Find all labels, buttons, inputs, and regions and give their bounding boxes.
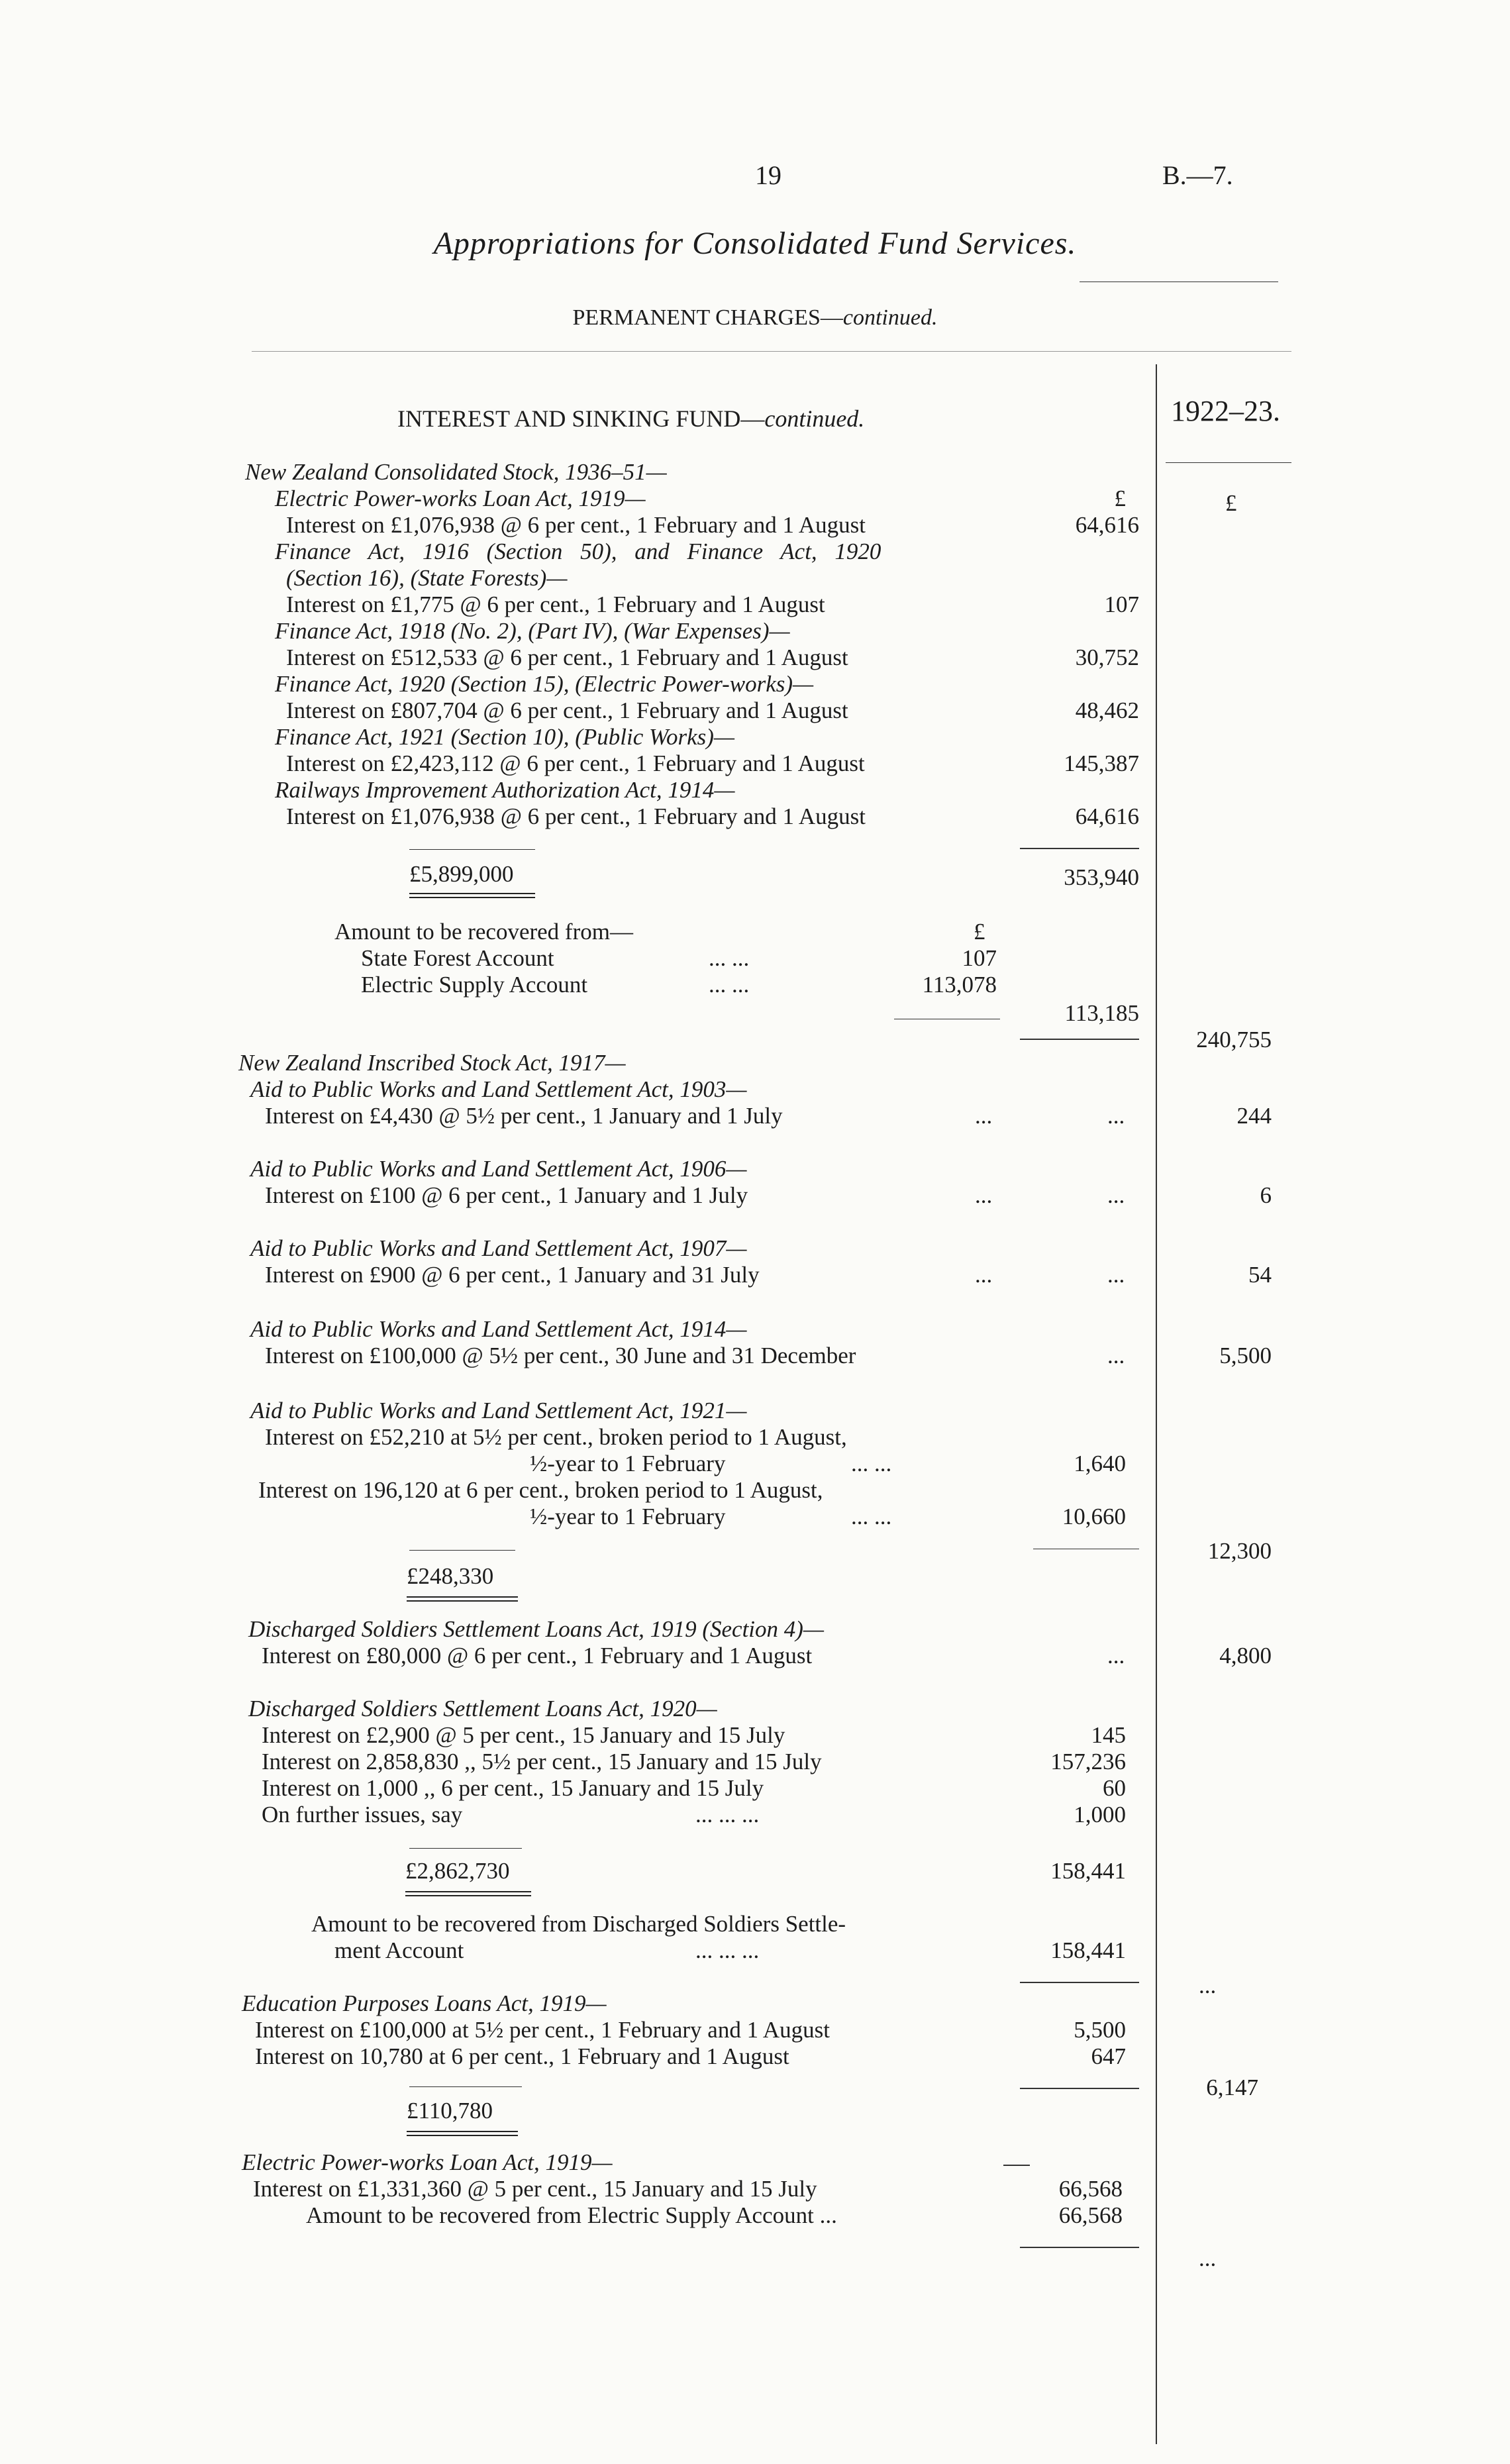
electric-row-2: Amount to be recovered from Electric Supply Account ... xyxy=(306,2202,837,2228)
nzcs-act-4: Finance Act, 1920 (Section 15), (Electric Power-works)— xyxy=(275,671,814,697)
nzis-act-1921: Aid to Public Works and Land Settlement Act, 1921— xyxy=(250,1398,747,1423)
dssl1920-net: ... xyxy=(1199,1973,1217,1998)
nzis-total-1921: 12,300 xyxy=(1207,1538,1272,1564)
net-rule xyxy=(1020,1039,1139,1040)
electric-net: ... xyxy=(1199,2245,1217,2271)
nzis-interest-1903: Interest on £4,430 @ 5½ per cent., 1 January and 1 July xyxy=(265,1103,783,1129)
dssl1919-act: Discharged Soldiers Settlement Loans Act, 1919 (Section 4)— xyxy=(248,1616,825,1642)
nzcs-value-3: 30,752 xyxy=(1075,644,1139,670)
nzcs-recover-label: Amount to be recovered from— xyxy=(334,919,633,945)
pound-sign-year: £ xyxy=(1225,490,1237,516)
dssl1920-row-3: Interest on 1,000 ,, 6 per cent., 15 January and 15 July xyxy=(262,1775,764,1801)
document-reference: B.—7. xyxy=(1162,160,1233,190)
dssl1919-interest: Interest on £80,000 @ 6 per cent., 1 February and 1 August xyxy=(262,1643,813,1668)
dssl1920-recover-line-2: ment Account xyxy=(334,1937,464,1963)
dssl1920-recover-dots: ... ... ... xyxy=(695,1937,760,1963)
dssl1920-net-rule xyxy=(1020,1982,1139,1983)
electric-act: Electric Power-works Loan Act, 1919— xyxy=(242,2149,613,2175)
electric-value-2: 66,568 xyxy=(1058,2202,1123,2228)
dssl1920-act: Discharged Soldiers Settlement Loans Act, 1920— xyxy=(248,1696,717,1721)
state-forest-dots: ... ... xyxy=(709,945,750,971)
education-total: 6,147 xyxy=(1206,2075,1258,2100)
education-act: Education Purposes Loans Act, 1919— xyxy=(242,1990,607,2016)
education-rule xyxy=(1020,2088,1139,2089)
page-subtitle: PERMANENT CHARGES—continued. xyxy=(572,305,938,330)
nzis-halfyear-1921a: ½-year to 1 February xyxy=(530,1451,726,1476)
education-double-rule xyxy=(407,2131,518,2136)
state-forest-account-label: State Forest Account xyxy=(361,945,554,971)
nzcs-interest-6: Interest on £1,076,938 @ 6 per cent., 1 February and 1 August xyxy=(286,803,866,829)
dssl1919-value: 4,800 xyxy=(1219,1643,1272,1668)
education-row-2: Interest on 10,780 at 6 per cent., 1 February and 1 August xyxy=(255,2043,789,2069)
dssl1920-value-3: 60 xyxy=(1103,1775,1126,1801)
nzcs-act-6: Railways Improvement Authorization Act, 1914— xyxy=(275,777,735,803)
dssl1920-double-rule xyxy=(405,1891,531,1896)
electric-rule xyxy=(1020,2247,1139,2248)
pound-sign: £ xyxy=(1114,486,1126,511)
nzcs-interest-4: Interest on £807,704 @ 6 per cent., 1 February and 1 August xyxy=(286,697,848,723)
nzcs-value-6: 64,616 xyxy=(1075,803,1139,829)
nzcs-value-4: 48,462 xyxy=(1075,697,1139,723)
nzcs-value-5: 145,387 xyxy=(1064,750,1139,776)
dssl1920-principal: £2,862,730 xyxy=(405,1858,510,1884)
nzis-heading: New Zealand Inscribed Stock Act, 1917— xyxy=(238,1050,626,1076)
nzcs-heading: New Zealand Consolidated Stock, 1936–51— xyxy=(245,459,667,485)
dssl1920-value-1: 145 xyxy=(1091,1722,1126,1748)
nzis-value-1907: 54 xyxy=(1248,1262,1272,1288)
nzcs-interest-1: Interest on £1,076,938 @ 6 per cent., 1 February and 1 August xyxy=(286,512,866,538)
dssl1920-recover-value: 158,441 xyxy=(1050,1937,1126,1963)
nzcs-value-2: 107 xyxy=(1104,591,1139,617)
nzis-halfyear-dots-a: ... ... xyxy=(851,1451,892,1476)
year-column-header: 1922–23. xyxy=(1171,395,1280,427)
nzcs-interest-3: Interest on £512,533 @ 6 per cent., 1 February and 1 August xyxy=(286,644,848,670)
education-row-1: Interest on £100,000 at 5½ per cent., 1 February and 1 August xyxy=(255,2017,830,2043)
dssl1920-row-2: Interest on 2,858,830 ,, 5½ per cent., 15 January and 15 July xyxy=(262,1749,822,1774)
nzis-halfyear-1921b: ½-year to 1 February xyxy=(530,1504,726,1529)
nzis-interest-1907: Interest on £900 @ 6 per cent., 1 January and 31 July xyxy=(265,1262,760,1288)
dssl1920-row-4: On further issues, say xyxy=(262,1802,463,1827)
nzis-interest-1921b: Interest on 196,120 at 6 per cent., broken period to 1 August, xyxy=(258,1477,823,1503)
electric-dash xyxy=(1003,2165,1030,2166)
nzcs-interest-2: Interest on £1,775 @ 6 per cent., 1 February and 1 August xyxy=(286,591,825,617)
principal-double-rule xyxy=(409,893,535,898)
electric-supply-account-label: Electric Supply Account xyxy=(361,972,588,998)
dssl1920-row-1: Interest on £2,900 @ 5 per cent., 15 January and 15 July xyxy=(262,1722,785,1748)
nzis-interest-1921a: Interest on £52,210 at 5½ per cent., broken period to 1 August, xyxy=(265,1424,847,1450)
nzis-value-1921b: 10,660 xyxy=(1062,1504,1126,1529)
nzis-dots-1906a: ... xyxy=(975,1182,993,1208)
nzis-dots-1907a: ... xyxy=(975,1262,993,1288)
nzis-act-1903: Aid to Public Works and Land Settlement Act, 1903— xyxy=(250,1076,747,1102)
nzcs-act-2b: (Section 16), (State Forests)— xyxy=(286,565,568,591)
state-forest-value: 107 xyxy=(962,945,997,971)
subtotal-rule xyxy=(1020,848,1139,849)
nzcs-act-1: Electric Power-works Loan Act, 1919— xyxy=(275,486,646,511)
nzis-act-1906: Aid to Public Works and Land Settlement Act, 1906— xyxy=(250,1156,747,1182)
nzcs-value-1: 64,616 xyxy=(1075,512,1139,538)
nzcs-act-5: Finance Act, 1921 (Section 10), (Public Works)— xyxy=(275,724,735,750)
principal-rule xyxy=(409,849,535,850)
nzis-dots-1903b: ... xyxy=(1107,1103,1125,1129)
education-principal-rule xyxy=(409,2086,522,2087)
dssl1919-dots: ... xyxy=(1107,1643,1125,1668)
electric-supply-dots: ... ... xyxy=(709,972,750,998)
year-header-rule xyxy=(1166,462,1291,463)
nzis-interest-1906: Interest on £100 @ 6 per cent., 1 January and 1 July xyxy=(265,1182,748,1208)
electric-supply-value: 113,078 xyxy=(922,972,997,998)
nzcs-interest-5: Interest on £2,423,112 @ 6 per cent., 1 February and 1 August xyxy=(286,750,865,776)
dssl1920-value-4: 1,000 xyxy=(1074,1802,1126,1827)
nzis-value-1906: 6 xyxy=(1260,1182,1272,1208)
electric-row-1: Interest on £1,331,360 @ 5 per cent., 15 January and 15 July xyxy=(253,2176,817,2202)
principal-1921-rule xyxy=(409,1550,515,1551)
nzis-dots-1903a: ... xyxy=(975,1103,993,1129)
dssl1920-total: 158,441 xyxy=(1050,1858,1126,1884)
education-principal: £110,780 xyxy=(407,2098,493,2124)
nzcs-net-total: 240,755 xyxy=(1196,1027,1272,1052)
dssl1920-recover-line-1: Amount to be recovered from Discharged Soldiers Settle- xyxy=(311,1911,846,1937)
nzis-value-1903: 244 xyxy=(1236,1103,1272,1129)
section-title: INTEREST AND SINKING FUND—continued. xyxy=(397,405,865,432)
nzcs-act-3: Finance Act, 1918 (No. 2), (Part IV), (War Expenses)— xyxy=(275,618,790,644)
nzis-value-1921a: 1,640 xyxy=(1074,1451,1126,1476)
page-title: Appropriations for Consolidated Fund Services. xyxy=(433,226,1077,261)
recover-pound-sign: £ xyxy=(974,919,985,945)
education-value-1: 5,500 xyxy=(1074,2017,1126,2043)
page-number: 19 xyxy=(755,160,781,190)
column-divider xyxy=(1156,364,1157,2444)
dssl1920-row-4-dots: ... ... ... xyxy=(695,1802,760,1827)
nzcs-principal-total: £5,899,000 xyxy=(409,861,514,887)
nzcs-interest-total: 353,940 xyxy=(1064,864,1139,890)
electric-value-1: 66,568 xyxy=(1058,2176,1123,2202)
nzis-act-1914: Aid to Public Works and Land Settlement Act, 1914— xyxy=(250,1316,747,1342)
nzis-dots-1914: ... xyxy=(1107,1343,1125,1368)
nzis-act-1907: Aid to Public Works and Land Settlement Act, 1907— xyxy=(250,1235,747,1261)
nzcs-recover-total: 113,185 xyxy=(1064,1000,1139,1026)
education-value-2: 647 xyxy=(1091,2043,1126,2069)
nzis-principal-1921: £248,330 xyxy=(407,1563,494,1589)
nzis-halfyear-dots-b: ... ... xyxy=(851,1504,892,1529)
dssl1920-value-2: 157,236 xyxy=(1050,1749,1126,1774)
dssl1920-principal-rule xyxy=(409,1848,522,1849)
nzis-value-1914: 5,500 xyxy=(1219,1343,1272,1368)
nzis-interest-1914: Interest on £100,000 @ 5½ per cent., 30 June and 31 December xyxy=(265,1343,856,1368)
nzis-dots-1907b: ... xyxy=(1107,1262,1125,1288)
subtitle-divider xyxy=(252,351,1291,352)
nzcs-act-2a: Finance Act, 1916 (Section 50), and Finance Act, 1920 xyxy=(275,539,881,564)
nzis-dots-1906b: ... xyxy=(1107,1182,1125,1208)
principal-1921-double-rule xyxy=(407,1596,518,1602)
